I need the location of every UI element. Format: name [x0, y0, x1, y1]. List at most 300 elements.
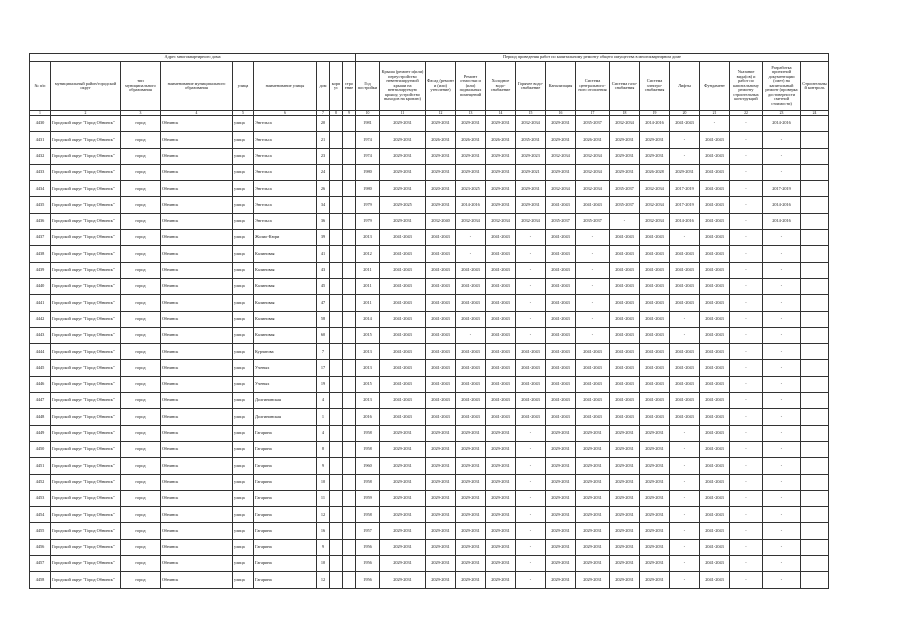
table-cell: 2029-2031	[546, 441, 576, 457]
table-cell: 2029-2031	[426, 197, 456, 213]
table-cell: -	[670, 148, 700, 164]
table-cell: 2041-2043	[700, 393, 730, 409]
table-cell: 1959	[356, 490, 380, 506]
table-cell: 2041-2043	[486, 376, 516, 392]
table-cell: 2041-2043	[576, 393, 610, 409]
table-row	[30, 148, 829, 164]
table-cell: Гагарина	[254, 474, 317, 490]
table-cell: 2029-2031	[380, 474, 426, 490]
table-cell	[801, 441, 829, 457]
table-cell: 2029-2031	[456, 507, 486, 523]
table-cell: 2041-2043	[700, 164, 730, 180]
table-cell: Городской округ "Город Обнинск"	[51, 327, 121, 343]
table-cell: -	[670, 556, 700, 572]
table-cell: 2029-2031	[640, 474, 670, 490]
table-cell: Городской округ "Город Обнинск"	[51, 393, 121, 409]
table-cell: 2041-2043	[546, 278, 576, 294]
table-cell: 2029-2023	[516, 148, 546, 164]
table-cell: 4	[317, 393, 330, 409]
table-cell: -	[670, 523, 700, 539]
table-cell: -	[670, 441, 700, 457]
table-cell: улица	[233, 539, 254, 555]
table-cell: -	[516, 295, 546, 311]
table-cell	[330, 246, 343, 262]
column-number: 3	[121, 111, 161, 116]
table-cell	[343, 425, 356, 441]
table-cell	[330, 197, 343, 213]
table-cell: 2029-2031	[516, 197, 546, 213]
table-cell: -	[730, 376, 763, 392]
table-cell: 17	[317, 360, 330, 376]
table-cell: 2041-2043	[426, 409, 456, 425]
table-cell: 2029-2031	[576, 490, 610, 506]
table-cell	[343, 458, 356, 474]
table-cell	[330, 132, 343, 148]
table-cell: 2029-2031	[640, 572, 670, 588]
column-header: улица	[233, 62, 254, 111]
table-cell: 1956	[356, 572, 380, 588]
table-cell: улица	[233, 458, 254, 474]
table-cell: 2013	[356, 393, 380, 409]
table-cell: -	[576, 295, 610, 311]
table-cell: 2041-2043	[610, 344, 640, 360]
table-cell: 2041-2043	[380, 262, 426, 278]
table-cell: 2041-2043	[486, 344, 516, 360]
table-cell: 2041-2043	[546, 409, 576, 425]
table-row	[30, 262, 829, 278]
table-row	[30, 539, 829, 555]
table-row	[30, 246, 829, 262]
table-cell: 2029-2031	[486, 539, 516, 555]
table-cell: город	[121, 164, 161, 180]
table-cell: -	[730, 116, 763, 132]
table-cell: 2041-2043	[640, 246, 670, 262]
table-cell: 2041-2043	[700, 556, 730, 572]
table-cell: город	[121, 376, 161, 392]
table-cell: 2041-2043	[546, 360, 576, 376]
table-cell	[343, 278, 356, 294]
table-cell: -	[670, 458, 700, 474]
table-cell: 2032-2034	[640, 181, 670, 197]
table-cell: город	[121, 572, 161, 588]
table-cell: 2029-2031	[380, 148, 426, 164]
table-cell: 1956	[356, 556, 380, 572]
table-cell: 4440	[30, 278, 51, 294]
table-cell: 2041-2043	[700, 213, 730, 229]
table-cell: -	[730, 539, 763, 555]
table-cell: 2029-2031	[380, 556, 426, 572]
table-cell: 2041-2043	[640, 278, 670, 294]
table-cell: -	[670, 425, 700, 441]
table-cell: 2011	[356, 262, 380, 278]
table-cell: Городской округ "Город Обнинск"	[51, 572, 121, 588]
table-cell: 4433	[30, 164, 51, 180]
table-cell: 2041-2043	[700, 507, 730, 523]
table-cell: 2026-2031	[426, 132, 456, 148]
table-cell: 2029-2031	[426, 458, 456, 474]
table-cell: 2017-2019	[670, 197, 700, 213]
table-cell: 2014-2016	[670, 213, 700, 229]
table-cell: 2041-2043	[380, 344, 426, 360]
table-cell	[801, 327, 829, 343]
table-cell: 2041-2043	[426, 278, 456, 294]
table-cell: 2032-2034	[486, 213, 516, 229]
table-cell: 2041-2043	[670, 409, 700, 425]
table-cell: Городской округ "Город Обнинск"	[51, 278, 121, 294]
table-cell: 2032-2040	[426, 213, 456, 229]
table-cell: Обнинск	[161, 295, 233, 311]
table-cell: 2041-2043	[456, 262, 486, 278]
table-cell: 2041-2043	[640, 376, 670, 392]
table-cell: 2029-2031	[546, 572, 576, 588]
table-cell	[801, 474, 829, 490]
column-number: 1	[30, 111, 51, 116]
table-cell: 2041-2043	[670, 360, 700, 376]
table-cell: -	[516, 556, 546, 572]
table-cell: -	[516, 230, 546, 246]
table-cell: 2041-2043	[670, 278, 700, 294]
table-cell: 4431	[30, 132, 51, 148]
table-cell: -	[730, 490, 763, 506]
table-cell: 2029-2031	[380, 507, 426, 523]
table-cell: Городской округ "Город Обнинск"	[51, 539, 121, 555]
table-cell: Городской округ "Город Обнинск"	[51, 458, 121, 474]
table-cell: город	[121, 278, 161, 294]
table-cell: 2029-2031	[456, 164, 486, 180]
table-cell: -	[763, 262, 801, 278]
table-cell: -	[730, 230, 763, 246]
table-cell: 2011	[356, 278, 380, 294]
table-cell: 2014-2016	[763, 213, 801, 229]
table-cell: улица	[233, 148, 254, 164]
column-header: Канализация	[546, 62, 576, 111]
table-cell: -	[730, 148, 763, 164]
table-cell: 4432	[30, 148, 51, 164]
table-cell: Городской округ "Город Обнинск"	[51, 148, 121, 164]
table-cell: 2041-2043	[610, 295, 640, 311]
table-cell: город	[121, 246, 161, 262]
table-cell	[801, 344, 829, 360]
table-cell: 2041-2043	[700, 230, 730, 246]
table-cell: 16	[317, 523, 330, 539]
table-cell: 2041-2043	[380, 360, 426, 376]
table-cell: Энгельса	[254, 132, 317, 148]
table-cell: -	[730, 132, 763, 148]
table-cell: 2029-2031	[610, 164, 640, 180]
table-cell: Городской округ "Город Обнинск"	[51, 474, 121, 490]
column-header: Система электро-снабжения	[640, 62, 670, 111]
table-cell	[330, 295, 343, 311]
table-cell: 58	[317, 311, 330, 327]
table-cell: 2041-2043	[516, 360, 546, 376]
table-cell: 2029-2031	[380, 523, 426, 539]
table-cell: -	[516, 523, 546, 539]
table-cell: 2029-2031	[670, 164, 700, 180]
table-cell	[801, 572, 829, 588]
table-cell: 4430	[30, 116, 51, 132]
table-cell: 2041-2043	[670, 262, 700, 278]
table-cell	[330, 474, 343, 490]
table-cell: город	[121, 393, 161, 409]
table-cell: Обнинск	[161, 360, 233, 376]
table-cell: 4455	[30, 523, 51, 539]
table-cell: 4450	[30, 441, 51, 457]
table-cell: 2029-2031	[640, 539, 670, 555]
table-cell: 2032-2034	[640, 197, 670, 213]
table-cell: 2041-2043	[610, 230, 640, 246]
table-cell: 2041-2043	[380, 327, 426, 343]
table-cell: Калиновая	[254, 327, 317, 343]
table-cell: 2041-2043	[576, 360, 610, 376]
table-cell: 2041-2043	[546, 262, 576, 278]
table-row	[30, 474, 829, 490]
column-number: 4	[161, 111, 233, 116]
table-cell: Обнинск	[161, 132, 233, 148]
table-cell: Городской округ "Город Обнинск"	[51, 116, 121, 132]
table-cell: 2029-2031	[576, 458, 610, 474]
table-cell: 2029-2031	[640, 132, 670, 148]
table-cell: -	[516, 262, 546, 278]
table-cell: 2029-2031	[486, 164, 516, 180]
table-cell: 2029-2031	[456, 490, 486, 506]
table-cell: -	[730, 572, 763, 588]
table-cell: 2029-2031	[640, 507, 670, 523]
table-cell: 2029-2031	[576, 539, 610, 555]
table-cell: 2029-2031	[640, 458, 670, 474]
table-cell: 4448	[30, 409, 51, 425]
table-cell: 2041-2043	[546, 327, 576, 343]
table-cell: 2041-2043	[486, 327, 516, 343]
table-cell: 9	[317, 539, 330, 555]
table-cell: 2041-2043	[610, 278, 640, 294]
table-cell	[330, 213, 343, 229]
table-cell: 2041-2043	[426, 311, 456, 327]
table-cell: -	[516, 278, 546, 294]
table-cell: 2029-2031	[456, 523, 486, 539]
table-cell: 2035-2037	[610, 181, 640, 197]
table-cell: -	[670, 230, 700, 246]
table-cell: 2041-2043	[516, 376, 546, 392]
table-cell: Обнинск	[161, 116, 233, 132]
column-number: 12	[426, 111, 456, 116]
table-cell: 2029-2031	[426, 507, 456, 523]
table-cell: Обнинск	[161, 246, 233, 262]
table-row	[30, 132, 829, 148]
table-cell: 2029-2031	[486, 474, 516, 490]
table-cell: 2041-2043	[546, 344, 576, 360]
table-cell: улица	[233, 507, 254, 523]
table-cell: -	[763, 523, 801, 539]
table-cell	[330, 556, 343, 572]
table-cell	[330, 539, 343, 555]
table-cell	[801, 246, 829, 262]
table-cell: 2041-2043	[640, 295, 670, 311]
table-cell: 2029-2031	[426, 164, 456, 180]
table-cell: Обнинск	[161, 507, 233, 523]
table-cell: 12	[317, 507, 330, 523]
table-cell: 2014-2016	[640, 116, 670, 132]
table-cell: 2029-2031	[610, 441, 640, 457]
table-cell: 1980	[356, 181, 380, 197]
table-cell: -	[670, 311, 700, 327]
column-number: 18	[610, 111, 640, 116]
table-cell: 45	[317, 278, 330, 294]
table-cell: 1956	[356, 539, 380, 555]
table-cell: 2029-2031	[546, 556, 576, 572]
table-cell: 4441	[30, 295, 51, 311]
table-cell: 2029-2031	[546, 132, 576, 148]
table-cell	[330, 164, 343, 180]
table-cell: Обнинск	[161, 556, 233, 572]
table-cell: 2029-2031	[456, 474, 486, 490]
table-cell	[343, 441, 356, 457]
table-cell: -	[763, 246, 801, 262]
table-cell: Обнинск	[161, 523, 233, 539]
table-cell: 1981	[356, 116, 380, 132]
table-cell: 2041-2043	[700, 311, 730, 327]
table-cell: -	[763, 311, 801, 327]
column-number: 15	[516, 111, 546, 116]
table-cell: 2041-2043	[640, 360, 670, 376]
table-cell: 2041-2043	[546, 295, 576, 311]
table-cell: 2041-2043	[700, 132, 730, 148]
column-header: Система газо-снабжения	[610, 62, 640, 111]
table-cell	[330, 360, 343, 376]
table-cell: 2029-2031	[380, 164, 426, 180]
table-cell: -	[763, 474, 801, 490]
table-cell: 4457	[30, 556, 51, 572]
table-cell: город	[121, 523, 161, 539]
table-cell: -	[730, 278, 763, 294]
table-cell	[343, 556, 356, 572]
table-cell: Энгельса	[254, 116, 317, 132]
table-cell: 2029-2031	[486, 490, 516, 506]
table-cell: улица	[233, 344, 254, 360]
table-cell: 2029-2031	[426, 572, 456, 588]
table-cell: улица	[233, 181, 254, 197]
table-cell	[343, 360, 356, 376]
table-cell: 2041-2043	[516, 393, 546, 409]
table-cell: 2029-2031	[640, 523, 670, 539]
column-header: Год постройки	[356, 62, 380, 111]
table-cell: -	[730, 556, 763, 572]
table-cell: 2035-2037	[576, 116, 610, 132]
table-cell: Городской округ "Город Обнинск"	[51, 344, 121, 360]
table-cell: 4434	[30, 181, 51, 197]
table-cell: 2041-2043	[670, 344, 700, 360]
table-cell: 2041-2043	[700, 441, 730, 457]
table-cell	[801, 230, 829, 246]
table-cell: 4	[317, 425, 330, 441]
table-cell: Энгельса	[254, 181, 317, 197]
table-cell	[801, 556, 829, 572]
table-cell: 2029-2031	[456, 458, 486, 474]
table-cell: -	[730, 181, 763, 197]
table-cell	[343, 246, 356, 262]
table-cell: улица	[233, 295, 254, 311]
table-cell: -	[763, 393, 801, 409]
table-cell: 2029-2031	[380, 458, 426, 474]
table-cell: 2026-2031	[486, 132, 516, 148]
table-cell: 2029-2031	[546, 539, 576, 555]
table-cell: Городской округ "Город Обнинск"	[51, 490, 121, 506]
table-cell: 2041-2043	[426, 376, 456, 392]
table-cell: 2041-2043	[700, 181, 730, 197]
table-cell: 2016	[356, 409, 380, 425]
table-cell: улица	[233, 523, 254, 539]
table-cell: -	[576, 246, 610, 262]
table-cell: улица	[233, 556, 254, 572]
table-cell: 1980	[356, 164, 380, 180]
table-cell: 2041-2043	[576, 197, 610, 213]
table-cell: 4449	[30, 425, 51, 441]
table-cell: Гагарина	[254, 523, 317, 539]
table-cell: 7	[317, 344, 330, 360]
table-cell: 1957	[356, 523, 380, 539]
table-cell: -	[763, 327, 801, 343]
table-cell: 2023-2025	[456, 181, 486, 197]
table-cell: 11	[317, 490, 330, 506]
table-cell	[330, 572, 343, 588]
table-cell: 2041-2043	[426, 230, 456, 246]
table-cell: 1958	[356, 425, 380, 441]
table-cell: 2029-2031	[380, 116, 426, 132]
table-cell: Энгельса	[254, 164, 317, 180]
table-cell: 19	[317, 376, 330, 392]
table-cell: 2029-2031	[546, 164, 576, 180]
column-number: 11	[380, 111, 426, 116]
table-cell: 2041-2043	[700, 409, 730, 425]
table-cell: Городской округ "Город Обнинск"	[51, 425, 121, 441]
table-cell: 2041-2043	[610, 393, 640, 409]
table-cell: 2029-2031	[610, 425, 640, 441]
table-cell	[801, 213, 829, 229]
table-cell: 1974	[356, 132, 380, 148]
table-cell: Энгельса	[254, 213, 317, 229]
table-cell: 2041-2043	[700, 523, 730, 539]
column-number: 10	[356, 111, 380, 116]
table-cell: улица	[233, 327, 254, 343]
table-cell	[343, 539, 356, 555]
table-cell: -	[670, 507, 700, 523]
table-cell: Гагарина	[254, 425, 317, 441]
table-cell: Обнинск	[161, 490, 233, 506]
table-cell: 2041-2043	[700, 344, 730, 360]
column-number: 22	[730, 111, 763, 116]
table-cell: -	[763, 556, 801, 572]
table-cell: улица	[233, 376, 254, 392]
table-cell	[343, 376, 356, 392]
table-cell	[330, 507, 343, 523]
table-cell: 2029-2031	[516, 181, 546, 197]
table-cell: 2041-2043	[670, 246, 700, 262]
table-cell	[343, 311, 356, 327]
table-cell	[330, 458, 343, 474]
group-header-row	[30, 54, 829, 62]
table-cell: -	[763, 409, 801, 425]
table-cell: город	[121, 262, 161, 278]
table-cell: 2041-2043	[610, 360, 640, 376]
table-cell: Обнинск	[161, 441, 233, 457]
table-cell: -	[730, 327, 763, 343]
table-cell: 2029-2031	[546, 116, 576, 132]
table-cell: город	[121, 197, 161, 213]
table-cell: 2041-2043	[426, 262, 456, 278]
column-header: Фундамент	[700, 62, 730, 111]
table-cell: 2029-2031	[546, 474, 576, 490]
table-cell: -	[516, 311, 546, 327]
table-cell: Ученых	[254, 360, 317, 376]
